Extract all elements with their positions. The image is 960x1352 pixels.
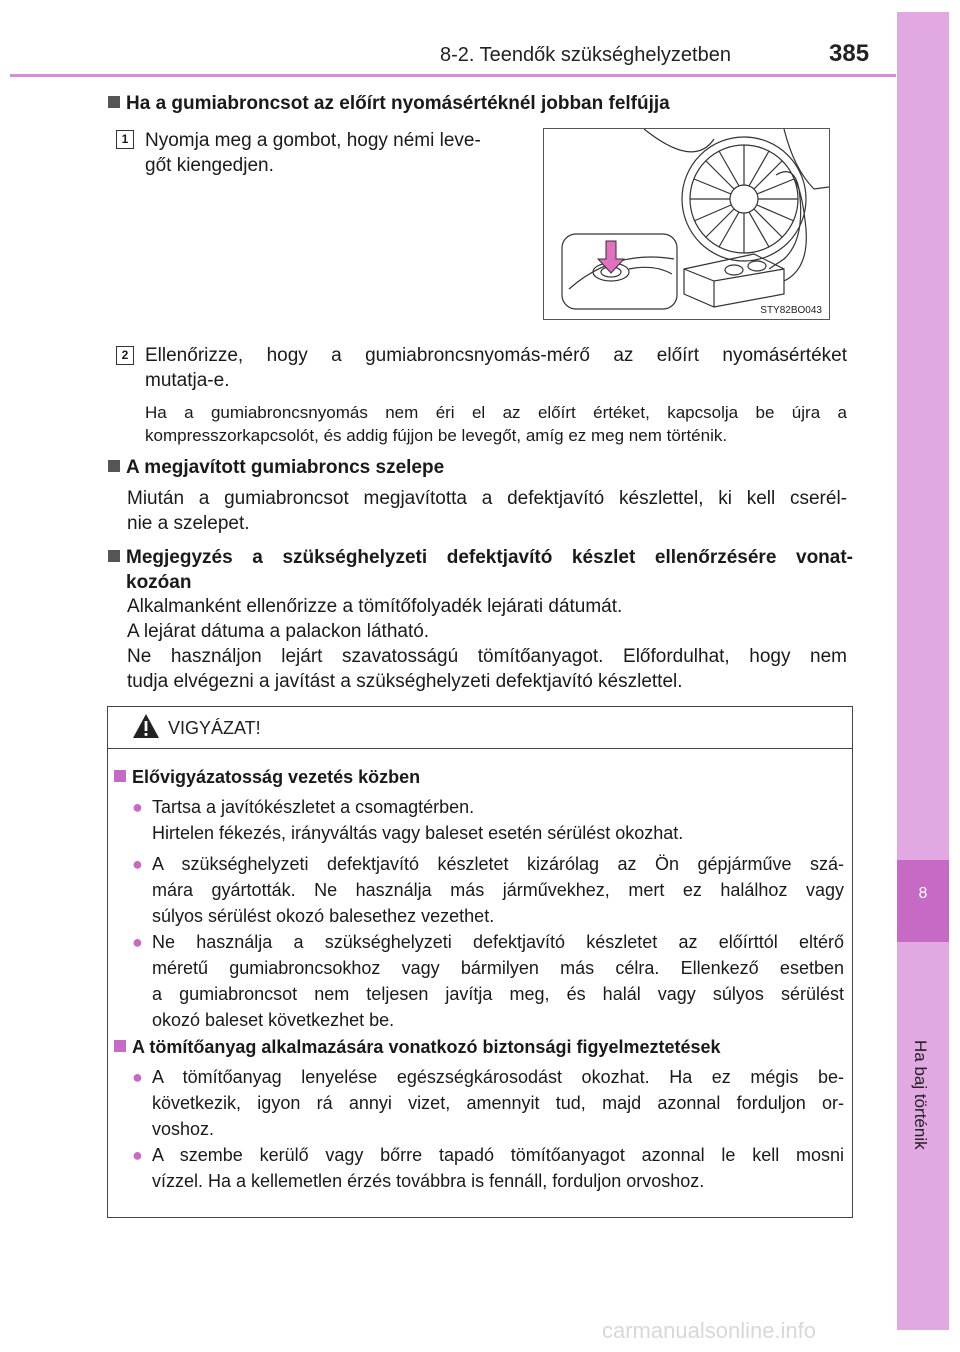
step-2-badge: 2 — [116, 346, 134, 365]
compressor-figure — [543, 128, 830, 320]
warning-box — [107, 706, 853, 1218]
warning-item-1: ● Tartsa a javítókészletet a csomagtérben. Hirtelen fékezés, irányváltás vagy baleset esetén sérülést okozhat. — [132, 794, 844, 846]
warning-item-5: ● A szembe kerülő vagy bőrre tapadó tömítőanyagot azonnal le kell mosni vízzel. Ha a kellemetlen érzés továbbra is fennáll, forduljon orvoshoz. — [132, 1142, 844, 1194]
round-bullet-icon: ● — [132, 1145, 143, 1165]
valve-heading: A megjavított gumiabroncs szelepe — [108, 457, 444, 479]
round-bullet-icon: ● — [132, 797, 143, 817]
square-bullet-icon — [114, 1040, 126, 1052]
watermark: carmanualsonline.info — [602, 1318, 817, 1343]
square-bullet-icon — [108, 460, 120, 472]
step-2-text: Ellenőrizze, hogy a gumiabroncsnyomás-mérő az előírt nyomásértéket mutatja-e. — [145, 345, 847, 391]
check-text: Alkalmanként ellenőrizze a tömítőfolyadék lejárati dátumát. A lejárat dátuma a palackon látható. Ne használjon lejárt szavatosságú tömítőanyagot. Előfordulhat, hogy nem tudja elvégezni a javítást a szükséghelyzeti defektjavító készlettel. — [127, 596, 847, 692]
square-bullet-icon — [108, 550, 120, 562]
warning-item-4: ● A tömítőanyag lenyelése egészségkárosodást okozhat. Ha ez mégis be- következik, igyon rá annyi vizet, amennyit tud, majd azonnal forduljon or- voshoz. — [132, 1064, 844, 1142]
warning-header — [108, 707, 852, 749]
round-bullet-icon: ● — [132, 1067, 143, 1087]
section-header: 8-2. Teendők szükséghelyzetben — [440, 44, 731, 66]
square-bullet-icon — [108, 96, 120, 108]
check-heading: Megjegyzés a szükséghelyzeti defektjavító készlet ellenőrzésére vonat- kozóan — [108, 545, 853, 595]
square-bullet-icon — [114, 770, 126, 782]
warning-item-2: ● A szükséghelyzeti defektjavító készletet kizárólag az Ön gépjárműve szá- mára gyártották. Ne használja más járművekhez, mert ez halálhoz vagy súlyos sérülést okozó balesethez vezethet. — [132, 851, 844, 929]
header-rule — [10, 74, 896, 77]
round-bullet-icon: ● — [132, 932, 143, 952]
valve-text: Miután a gumiabroncsot megjavította a defektjavító készlettel, ki kell cserél- nie a szelepet. — [127, 488, 847, 534]
page-number: 385 — [829, 40, 870, 67]
chapter-number: 8 — [918, 885, 928, 902]
warning-sub-1: Elővigyázatosság vezetés közben — [114, 767, 420, 788]
figure-code: STY82BO043 — [760, 305, 822, 316]
step-1-badge: 1 — [116, 130, 134, 149]
warning-sub-2: A tömítőanyag alkalmazására vonatkozó biztonsági figyelmeztetések — [114, 1037, 721, 1058]
step-1-text: Nyomja meg a gombot, hogy némi leve- gőt kiengedjen. — [145, 130, 481, 176]
chapter-label: Ha baj történik — [911, 1040, 930, 1150]
warning-item-3: ● Ne használja a szükséghelyzeti defektjavító készletet az előírttól eltérő méretű gumiabroncsokhoz vagy bármilyen más célra. Ellenkező esetben a gumiabroncsot nem teljesen javítja meg, és halál vagy súlyos sérülést okozó baleset következhet be. — [132, 929, 844, 1033]
round-bullet-icon: ● — [132, 854, 143, 874]
warning-triangle-icon — [132, 713, 160, 739]
step-2-note: Ha a gumiabroncsnyomás nem éri el az előírt értéket, kapcsolja be újra a kompresszorkapcsolót, és addig fújjon be levegőt, amíg ez meg nem történik. — [145, 403, 847, 445]
warning-label: VIGYÁZAT! — [168, 718, 261, 738]
overinflate-heading: Ha a gumiabroncsot az előírt nyomásértéknél jobban felfújja — [108, 93, 670, 115]
tire-compressor-illustration — [544, 129, 829, 319]
